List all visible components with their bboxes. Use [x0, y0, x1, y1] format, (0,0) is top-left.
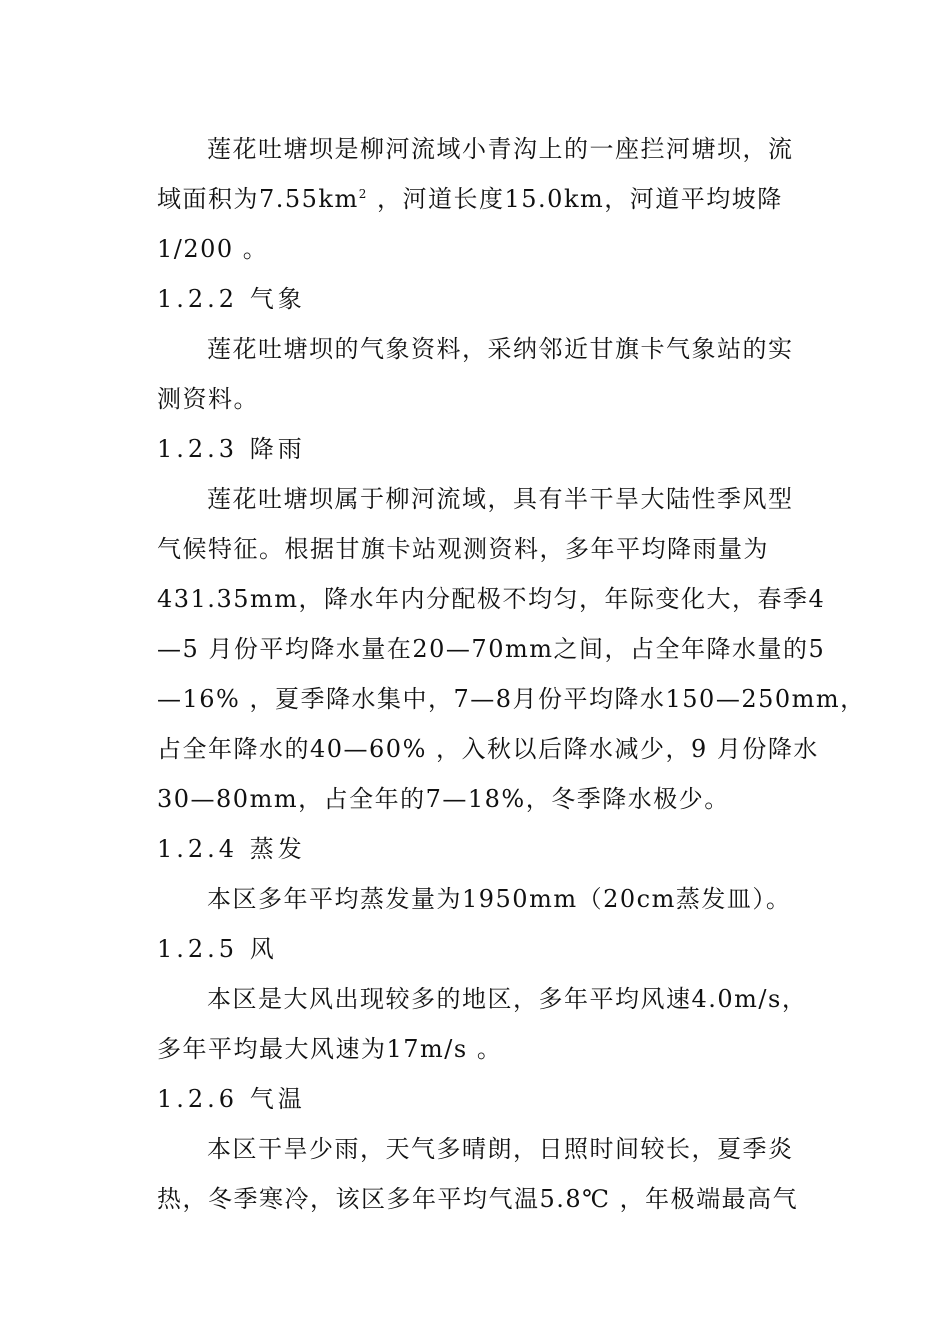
paragraph-line: 占全年降水的40—60% ，入秋以后降水减少，9 月份降水 — [157, 735, 819, 763]
section-heading: 1.2.4 蒸发 — [157, 835, 306, 863]
text-run: ，河道长度15.0km，河道平均坡降 — [367, 185, 783, 213]
paragraph-line: 热，冬季寒冷，该区多年平均气温5.8℃ ，年极端最高气 — [157, 1185, 799, 1213]
paragraph-line: —16% ，夏季降水集中，7—8月份平均降水150—250mm， — [157, 685, 866, 713]
text-run: 域面积为7.55km — [157, 185, 359, 213]
paragraph-line: 莲花吐塘坝的气象资料，采纳邻近甘旗卡气象站的实 — [207, 335, 794, 363]
paragraph-line: 本区多年平均蒸发量为1950mm（20cm蒸发皿）。 — [207, 885, 792, 913]
paragraph-line: 1/200 。 — [157, 235, 269, 263]
section-heading: 1.2.5 风 — [157, 935, 278, 963]
paragraph-line: 气候特征。根据甘旗卡站观测资料，多年平均降雨量为 — [157, 535, 769, 563]
paragraph-line: —5 月份平均降水量在20—70mm之间，占全年降水量的5 — [157, 635, 826, 663]
paragraph-line — [157, 184, 797, 214]
paragraph-line: 本区干旱少雨，天气多晴朗，日照时间较长，夏季炎 — [207, 1135, 794, 1163]
section-heading: 1.2.6 气温 — [157, 1085, 306, 1113]
paragraph-line: 431.35mm，降水年内分配极不均匀，年际变化大，春季4 — [157, 585, 826, 613]
section-heading: 1.2.2 气象 — [157, 285, 306, 313]
paragraph-line: 莲花吐塘坝属于柳河流域，具有半干旱大陆性季风型 — [207, 485, 794, 513]
section-heading: 1.2.3 降雨 — [157, 435, 306, 463]
paragraph-line: 多年平均最大风速为17m/s 。 — [157, 1035, 503, 1063]
paragraph-line: 本区是大风出现较多的地区，多年平均风速4.0m/s， — [207, 985, 808, 1013]
paragraph-line: 测资料。 — [157, 385, 259, 413]
superscript: 2 — [358, 187, 368, 201]
paragraph-line: 30—80mm，占全年的7—18%，冬季降水极少。 — [157, 785, 730, 813]
paragraph-line: 莲花吐塘坝是柳河流域小青沟上的一座拦河塘坝，流 — [207, 135, 794, 163]
